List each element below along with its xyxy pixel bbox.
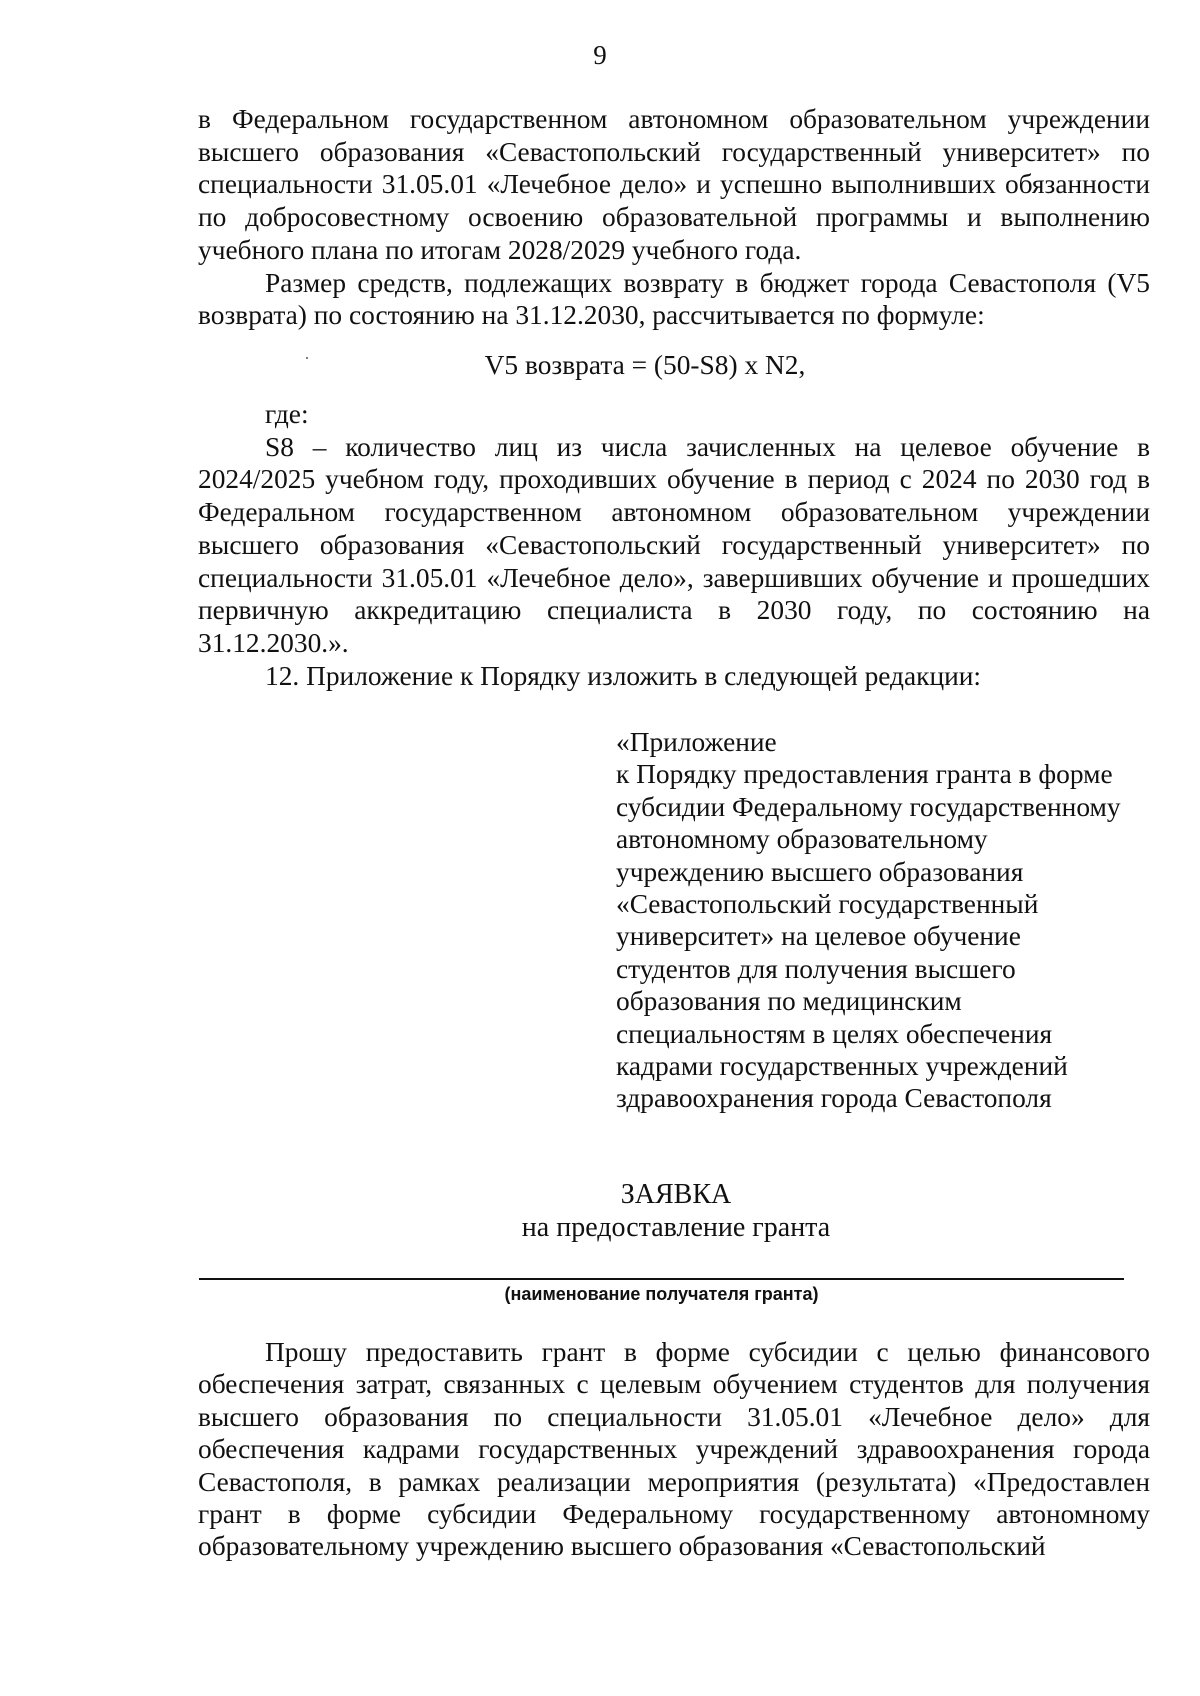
refund-paragraph: Размер средств, подлежащих возврату в бюджет города Севастополя (V5 возврата) по состоянию на 31.12.2030, рассчитывается по формуле: — [198, 267, 1150, 331]
top-paragraph: в Федеральном государственном автономном образовательном учреждении высшего образования «Севастопольский государственный университет» по специальности 31.05.01 «Лечебное дело» и успешно выполнивших обязанности по добросовестному освоению образовательной программы и выполнению учебного плана по итогам 2028/2029 учебного года. — [198, 104, 1150, 265]
appendix-line: образования по медицинским — [616, 986, 962, 1017]
application-title: ЗАЯВКА — [620, 1179, 732, 1210]
appendix-line: студентов для получения высшего — [616, 953, 1016, 984]
appendix-line: к Порядку предоставления гранта в форме — [616, 759, 1113, 790]
appendix-line: «Приложение — [616, 727, 777, 757]
recipient-name-caption: (наименование получателя гранта) — [504, 1284, 819, 1304]
appendix-line: кадрами государственных учреждений — [616, 1051, 1068, 1082]
definition-section — [198, 398, 1150, 692]
request-paragraph: Прошу предоставить грант в форме субсидии с целью финансового обеспечения затрат, связанных с целевым обучением студентов для получения высшего образования по специальности 31.05.01 «Лечебное дело» для обеспечения кадрами государственных учреждений здравоохранения города Севастополя, в рамках реализации мероприятия (результата) «Предоставлен грант в форме субсидии Федеральному государственному автономному образовательному учреждению высшего образования «Севастопольский — [198, 1337, 1150, 1562]
appendix-line: автономному образовательному — [616, 824, 988, 855]
application-title-block — [0, 1178, 1200, 1244]
appendix-line: учреждению высшего образования — [616, 856, 1024, 887]
appendix-line: здравоохранения города Севастополя — [616, 1083, 1052, 1114]
appendix-line: субсидии Федеральному государственному — [616, 791, 1121, 822]
s8-definition: S8 – количество лиц из числа зачисленных на целевое обучение в 2024/2025 учебном году, проходивших обучение в период с 2024 по 2030 год в Федеральном государственном автономном образовательном учреждении высшего образования «Севастопольский государственный университет» по специальности 31.05.01 «Лечебное дело», завершивших обучение и прошедших первичную аккредитацию специалиста в 2030 году, по состоянию на 31.12.2030.». — [198, 431, 1150, 658]
item-12-paragraph: 12. Приложение к Порядку изложить в следующей редакции: — [265, 660, 982, 691]
appendix-header — [616, 726, 1176, 1115]
page-number: 9 — [593, 40, 607, 70]
scan-speck — [306, 357, 308, 359]
where-label: где: — [265, 399, 309, 429]
appendix-line: «Севастопольский государственный — [616, 889, 1039, 920]
main-text-section — [198, 103, 1150, 332]
recipient-name-line — [199, 1278, 1124, 1280]
refund-formula: V5 возврата = (50-S8) x N2, — [484, 350, 806, 380]
request-section — [198, 1336, 1150, 1563]
appendix-line: университет» на целевое обучение — [616, 921, 1021, 952]
appendix-line: специальностям в целях обеспечения — [616, 1018, 1053, 1049]
application-subtitle: на предоставление гранта — [521, 1212, 831, 1243]
